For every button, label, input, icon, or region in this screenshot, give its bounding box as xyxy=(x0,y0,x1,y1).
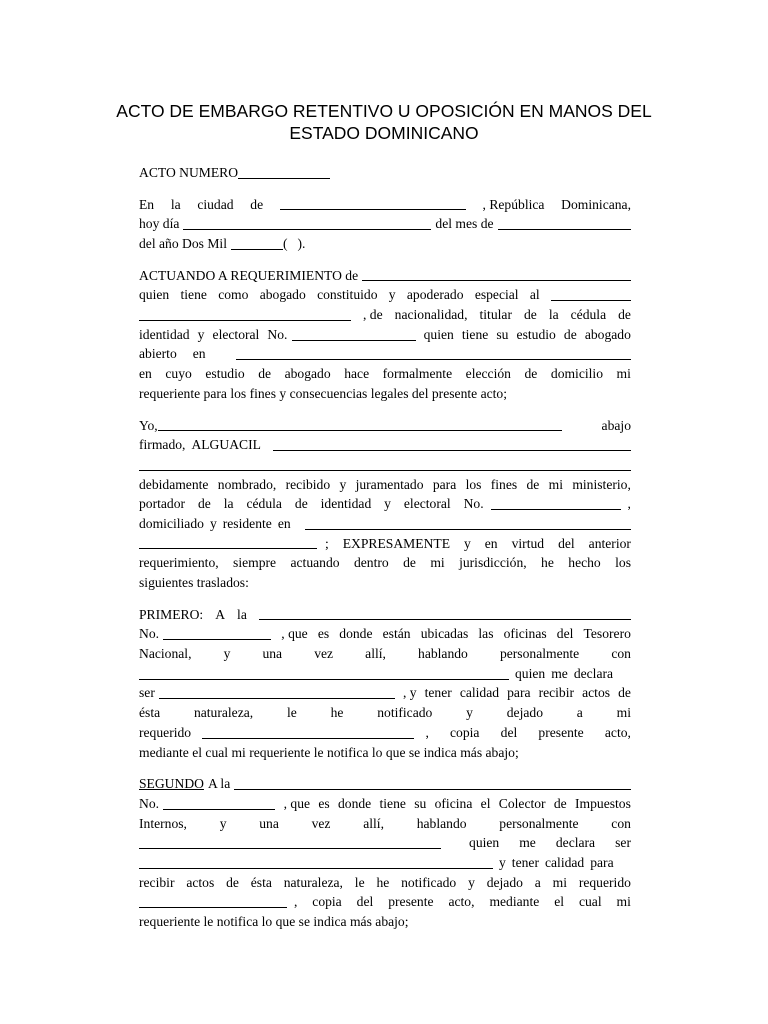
text-word: tiene xyxy=(461,326,489,342)
segundo-no-blank xyxy=(163,796,275,810)
text-word: Yo, xyxy=(139,417,158,433)
text-word: ciudad xyxy=(197,196,234,212)
text-word: la xyxy=(548,307,559,323)
text-word: y xyxy=(499,854,506,870)
text-word: donde xyxy=(339,626,373,642)
text-word: presente xyxy=(538,724,584,740)
title-line-2: ESTADO DOMINICANO xyxy=(289,123,479,143)
text-word: siguientes traslados: xyxy=(139,575,249,591)
text-word: calidad xyxy=(459,685,500,701)
alguacil-blank xyxy=(273,437,631,451)
text-word: personalmente xyxy=(499,815,579,831)
text-word: de xyxy=(226,874,239,890)
text-word: acto, xyxy=(448,894,475,910)
text-word: ). xyxy=(297,236,306,252)
text-word: requerido xyxy=(578,874,631,890)
paragraph-requerimiento xyxy=(139,266,631,404)
text-word: de xyxy=(258,366,272,382)
text-word: formalmente xyxy=(382,366,453,382)
day-blank xyxy=(183,216,431,230)
text-word: No. xyxy=(463,496,484,512)
text-word: elección xyxy=(465,366,511,382)
text-word: y xyxy=(209,515,217,531)
text-word: No. xyxy=(139,795,160,811)
text-word: en xyxy=(277,515,291,531)
text-word: recibido xyxy=(285,476,331,492)
text-word: hablando xyxy=(418,646,468,662)
text-word: el xyxy=(480,795,491,811)
abogado-name-blank xyxy=(139,307,351,321)
text-word: la xyxy=(223,496,234,512)
text-word: de xyxy=(250,196,264,212)
text-word: allí, xyxy=(363,815,384,831)
text-word: me xyxy=(551,665,568,681)
text-word: identidad xyxy=(139,326,190,342)
text-word: mediante el cual mi requeriente le notifica lo que se indica más abajo; xyxy=(139,744,519,760)
text-word: me xyxy=(519,835,536,851)
text-word: abierto xyxy=(139,346,177,362)
primero-declara-blank xyxy=(159,685,395,699)
text-word: donde xyxy=(337,795,372,811)
text-word: para xyxy=(590,854,614,870)
text-word: del xyxy=(556,626,574,642)
text-word: dejado xyxy=(486,874,523,890)
text-word: requeriente para los fines y consecuencias legales del presente acto; xyxy=(139,385,507,401)
text-word: Internos, xyxy=(139,815,187,831)
document-title xyxy=(100,100,668,144)
text-word: la xyxy=(237,606,247,622)
domicilio-blank xyxy=(305,516,631,530)
text-word: a xyxy=(576,705,583,721)
text-word: una xyxy=(259,815,279,831)
text-word: copia xyxy=(312,894,342,910)
text-word: quien xyxy=(469,835,500,851)
text-word: No. xyxy=(267,326,288,342)
text-word: hoy día xyxy=(139,216,180,232)
segundo-declara-blank xyxy=(139,855,493,869)
alguacil-blank-2 xyxy=(139,457,631,471)
text-word: estudio xyxy=(516,326,556,342)
text-word: de xyxy=(197,496,211,512)
text-word: siempre xyxy=(233,555,277,571)
text-word: he xyxy=(376,874,390,890)
text-word: tiene xyxy=(379,795,406,811)
text-word: notificado xyxy=(401,874,457,890)
text-word: calidad xyxy=(544,854,585,870)
text-word: cual xyxy=(578,894,602,910)
text-word: Tesorero xyxy=(583,626,631,642)
text-word: ser xyxy=(615,835,631,851)
text-word: oficinas xyxy=(503,626,547,642)
text-word: ALGUACIL xyxy=(191,437,261,453)
text-word: identidad xyxy=(320,496,372,512)
text-word: , y xyxy=(402,685,417,701)
text-word: y xyxy=(219,815,227,831)
primero-no-blank xyxy=(163,626,271,640)
text-word: electoral xyxy=(403,496,451,512)
text-word: para xyxy=(432,476,457,492)
year-blank xyxy=(231,236,283,250)
text-word: ACTUANDO A REQUERIMIENTO de xyxy=(139,267,359,283)
text-word: notificado xyxy=(377,705,433,721)
text-word: con xyxy=(611,646,631,662)
abogado-blank xyxy=(551,287,631,301)
text-word: del xyxy=(500,724,518,740)
text-word: actos xyxy=(582,685,611,701)
text-word: he xyxy=(330,705,344,721)
text-word: cuyo xyxy=(165,366,192,382)
text-word: ministerio, xyxy=(572,476,631,492)
text-word: mi xyxy=(616,894,631,910)
text-word: copia xyxy=(450,724,480,740)
text-word: electoral xyxy=(212,326,260,342)
text-word: Dominicana, xyxy=(561,196,631,212)
text-word: recibir xyxy=(139,874,175,890)
text-word: declara xyxy=(573,665,614,681)
text-word: PRIMERO: xyxy=(139,606,204,622)
text-word: quien xyxy=(139,287,170,303)
text-word: para xyxy=(507,685,531,701)
text-word: y xyxy=(466,705,473,721)
cedula-abogado-blank xyxy=(292,327,416,341)
text-word: quien xyxy=(515,665,546,681)
text-word: acto, xyxy=(604,724,631,740)
text-word: es xyxy=(317,626,330,642)
text-word: abogado xyxy=(584,326,631,342)
primero-requerido-blank xyxy=(202,725,414,739)
text-word: oficina xyxy=(434,795,473,811)
acto-numero-blank xyxy=(238,165,330,179)
text-word: de xyxy=(563,326,577,342)
paragraph-segundo xyxy=(139,774,631,932)
text-word: en xyxy=(484,535,498,551)
text-word: de xyxy=(294,496,308,512)
acto-numero-paragraph xyxy=(139,163,631,183)
text-word: del año Dos Mil xyxy=(139,236,227,252)
text-word: los xyxy=(465,476,482,492)
text-word: mi xyxy=(548,476,564,492)
text-word: del xyxy=(356,894,374,910)
text-word: , República xyxy=(482,196,545,212)
text-word: tener xyxy=(511,854,539,870)
paragraph-city-date xyxy=(139,195,631,254)
text-word: y xyxy=(223,646,231,662)
text-word: personalmente xyxy=(499,646,580,662)
text-word: , xyxy=(627,496,631,512)
text-word: A la xyxy=(207,776,231,792)
text-word: naturaleza, xyxy=(193,705,254,721)
text-word: debidamente xyxy=(139,476,209,492)
text-word: le xyxy=(354,874,365,890)
text-word: de xyxy=(526,476,540,492)
text-word: portador xyxy=(139,496,186,512)
text-word: naturaleza, xyxy=(283,874,343,890)
text-word: especial xyxy=(474,287,519,303)
text-word: EXPRESAMENTE xyxy=(342,535,450,551)
text-word: constituido xyxy=(317,287,378,303)
text-word: requerido xyxy=(139,724,192,740)
text-word: las xyxy=(478,626,494,642)
text-word: requeriente le notifica lo que se indica más abajo; xyxy=(139,914,409,930)
text-word: quien xyxy=(423,326,454,342)
text-word: cédula xyxy=(570,307,607,323)
acto-numero-label: ACTO NUMERO xyxy=(139,164,239,180)
title-line-1: ACTO DE EMBARGO RETENTIVO U OPOSICIÓN EN MANOS DEL xyxy=(116,101,652,121)
domicilio-blank-2 xyxy=(139,535,317,549)
text-word: firmado, xyxy=(139,437,186,453)
text-word: fines xyxy=(490,476,518,492)
text-word: A xyxy=(215,606,226,622)
text-word: presente xyxy=(388,894,434,910)
text-word: ubicadas xyxy=(420,626,469,642)
text-word: juramentado xyxy=(355,476,424,492)
text-word: los xyxy=(615,555,631,571)
text-word: y xyxy=(197,326,205,342)
text-word: una xyxy=(262,646,283,662)
text-word: mi xyxy=(616,366,631,382)
text-word: vez xyxy=(311,815,331,831)
text-word: mi xyxy=(616,705,631,721)
text-word: vez xyxy=(314,646,334,662)
text-word: allí, xyxy=(365,646,386,662)
text-word: tiene xyxy=(180,287,207,303)
text-word: SEGUNDO xyxy=(139,776,204,792)
text-word: , xyxy=(293,894,298,910)
primero-blank xyxy=(259,606,631,620)
text-word: de xyxy=(618,307,631,323)
text-word: nombrado, xyxy=(217,476,277,492)
text-word: de xyxy=(553,795,567,811)
text-word: No. xyxy=(139,626,160,642)
text-word: abogado xyxy=(284,366,331,382)
text-word: recibir xyxy=(538,685,575,701)
paragraph-alguacil xyxy=(139,416,631,593)
text-word: apoderado xyxy=(406,287,464,303)
text-word: su xyxy=(496,326,509,342)
text-word: En xyxy=(139,196,155,212)
text-word: tener xyxy=(424,685,452,701)
text-word: , xyxy=(425,724,429,740)
text-word: hace xyxy=(344,366,370,382)
requeriente-blank xyxy=(362,267,631,281)
segundo-requerido-blank xyxy=(139,894,287,908)
text-word: del xyxy=(558,535,575,551)
segundo-blank xyxy=(234,776,631,790)
month-blank xyxy=(498,216,631,230)
text-word: ( xyxy=(282,236,288,252)
text-word: dejado xyxy=(506,705,543,721)
text-word: al xyxy=(529,287,540,303)
text-word: y xyxy=(388,287,396,303)
text-word: nacionalidad, xyxy=(394,307,468,323)
text-word: ; xyxy=(324,535,329,551)
text-word: anterior xyxy=(588,535,631,551)
paragraph-primero xyxy=(139,605,631,763)
text-word: a xyxy=(534,874,541,890)
text-word: y xyxy=(463,535,471,551)
text-word: hecho xyxy=(568,555,601,571)
text-word: titular xyxy=(479,307,512,323)
text-word: , que xyxy=(281,626,308,642)
text-word: ser xyxy=(139,685,155,701)
text-word: como xyxy=(218,287,249,303)
text-word: Impuestos xyxy=(575,795,631,811)
text-word: requerimiento, xyxy=(139,555,219,571)
text-word: jurisdicción, xyxy=(459,555,527,571)
text-word: su xyxy=(414,795,427,811)
text-word: ésta xyxy=(139,705,161,721)
text-word: actuando xyxy=(290,555,340,571)
text-word: en xyxy=(192,346,206,362)
text-word: domiciliado xyxy=(139,515,204,531)
text-word: Colector xyxy=(498,795,546,811)
text-word: de xyxy=(523,307,537,323)
text-word: dentro xyxy=(353,555,389,571)
text-word: abajo xyxy=(601,417,631,433)
text-word: , que xyxy=(283,795,311,811)
text-word: el xyxy=(554,894,565,910)
text-word: abogado xyxy=(259,287,306,303)
text-word: mi xyxy=(552,874,567,890)
text-word: mediante xyxy=(489,894,540,910)
text-word: domicilio xyxy=(550,366,603,382)
segundo-persona-blank xyxy=(139,835,441,849)
text-word: cédula xyxy=(246,496,282,512)
document-body xyxy=(139,163,631,944)
text-word: con xyxy=(611,815,631,831)
estudio-blank xyxy=(236,346,631,360)
text-word: , de xyxy=(363,307,383,323)
text-word: y xyxy=(468,874,475,890)
text-word: la xyxy=(170,196,181,212)
text-word: de xyxy=(403,555,416,571)
text-word: estudio xyxy=(205,366,245,382)
text-word: hablando xyxy=(416,815,467,831)
text-word: ésta xyxy=(250,874,272,890)
text-word: de xyxy=(524,366,538,382)
text-word: virtud xyxy=(511,535,545,551)
text-word: Nacional, xyxy=(139,646,192,662)
text-word: residente xyxy=(222,515,272,531)
text-word: y xyxy=(384,496,391,512)
primero-persona-blank xyxy=(139,666,509,680)
text-word: le xyxy=(286,705,297,721)
text-word: en xyxy=(139,366,152,382)
text-word: he xyxy=(541,555,554,571)
city-blank xyxy=(280,196,466,210)
text-word: declara xyxy=(555,835,596,851)
text-word: mi xyxy=(430,555,445,571)
alguacil-name-blank xyxy=(158,417,562,431)
text-word: de xyxy=(618,685,631,701)
text-word: actos xyxy=(186,874,215,890)
text-word: están xyxy=(382,626,411,642)
text-word: del mes de xyxy=(435,216,494,232)
cedula-alguacil-blank xyxy=(491,496,621,510)
text-word: es xyxy=(318,795,330,811)
text-word: y xyxy=(339,476,347,492)
